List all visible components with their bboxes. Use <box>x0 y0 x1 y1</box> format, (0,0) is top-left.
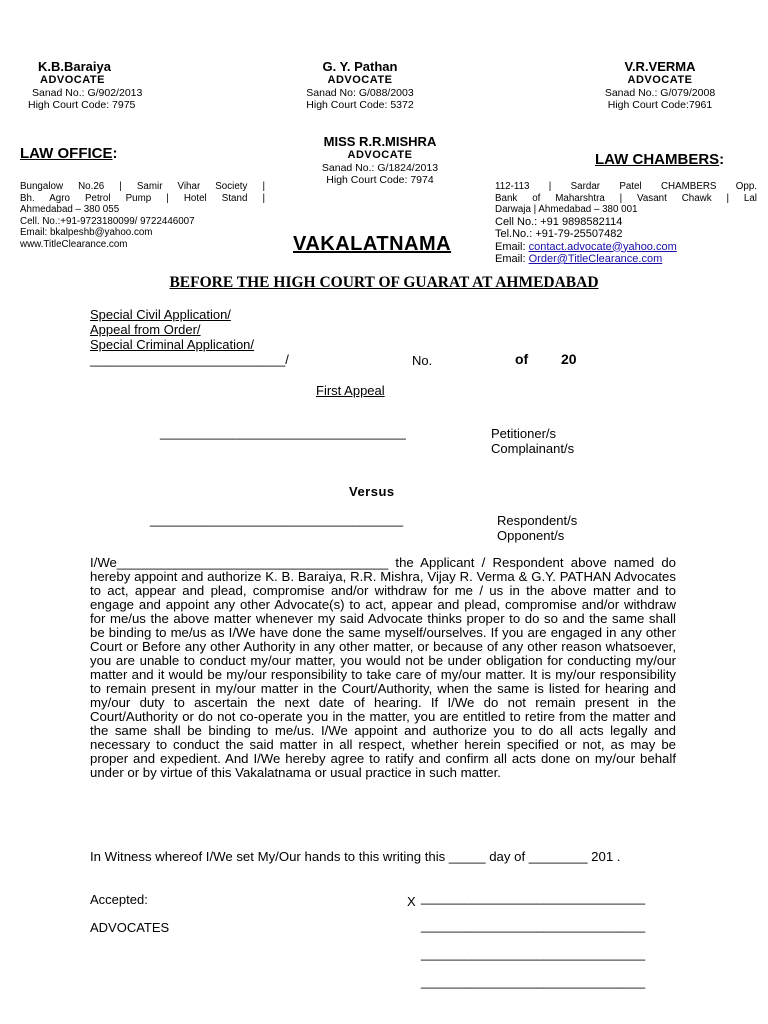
application-type: Special Criminal Application/ <box>90 337 255 352</box>
law-office-address <box>20 181 265 250</box>
address-line: Bank of Maharshtra | Vasant Chawk | Lal <box>495 192 757 204</box>
advocate-verma <box>580 60 740 111</box>
advocate-hc-code: High Court Code: 5372 <box>306 99 414 111</box>
advocate-signature-line[interactable]: _______________________________ <box>421 974 646 989</box>
case-no-label: No. <box>412 353 433 368</box>
law-chambers-address <box>495 181 757 266</box>
address-line: Bungalow No.26 | Samir Vihar Society | <box>20 181 265 192</box>
document-title: VAKALATNAMA <box>293 233 452 255</box>
cell-line: Cell No.: +91 9898582114 <box>495 215 623 228</box>
address-line: Ahmedabad – 380 055 <box>20 204 120 215</box>
application-type: Appeal from Order/ <box>90 322 201 337</box>
email-line: Email: bkalpeshb@yahoo.com <box>20 227 153 238</box>
address-line: 112-113 | Sardar Patel CHAMBERS Opp. <box>495 181 757 192</box>
first-appeal-label: First Appeal <box>316 383 385 398</box>
year-prefix: 20 <box>561 351 577 367</box>
advocate-sanad: Sanad No: G/088/2003 <box>306 87 414 99</box>
advocate-name: K.B.Baraiya <box>38 59 111 74</box>
respondent-label: Respondent/s Opponent/s <box>497 513 578 543</box>
email-line-1: Email: contact.advocate@yahoo.com <box>495 240 677 253</box>
advocate-title: ADVOCATE <box>347 149 413 161</box>
email-link-contact[interactable]: contact.advocate@yahoo.com <box>528 240 677 253</box>
advocate-mishra <box>295 135 465 186</box>
advocate-hc-code: High Court Code:7961 <box>607 99 713 111</box>
advocate-sanad: Sanad No.: G/1824/2013 <box>321 162 439 174</box>
client-signature-line[interactable]: _______________________________ <box>421 890 646 905</box>
advocate-name: MISS R.R.MISHRA <box>323 134 437 149</box>
address-line: Darwaja | Ahmedabad – 380 001 <box>495 204 638 215</box>
advocate-signature-line[interactable]: _______________________________ <box>421 918 646 933</box>
advocate-title: ADVOCATE <box>327 74 393 86</box>
advocate-title: ADVOCATE <box>40 74 105 86</box>
advocate-name: G. Y. Pathan <box>322 59 398 74</box>
advocate-pathan <box>280 60 440 111</box>
versus-label: Versus <box>349 484 395 499</box>
tel-line: Tel.No.: +91-79-25507482 <box>495 228 623 240</box>
court-title: BEFORE THE HIGH COURT OF GUARAT AT AHMEDABAD <box>169 274 599 291</box>
application-blank-line: ___________________________/ <box>90 352 289 367</box>
advocate-hc-code: High Court Code: 7975 <box>28 99 136 111</box>
advocate-name: V.R.VERMA <box>624 59 696 74</box>
advocate-title: ADVOCATE <box>627 74 693 86</box>
petitioner-name-line: __________________________________ <box>160 425 406 440</box>
witness-paragraph: In Witness whereof I/We set My/Our hands to this writing this _____ day of ________ 201 . <box>90 849 621 864</box>
email-line-2: Email: Order@TitleClearance.com <box>495 253 663 265</box>
advocate-signature-line[interactable]: _______________________________ <box>421 946 646 961</box>
application-types <box>90 307 289 367</box>
law-office-heading: LAW OFFICE: <box>20 145 118 162</box>
advocate-sanad: Sanad No.: G/079/2008 <box>604 87 716 99</box>
respondent-name-line: ___________________________________ <box>150 512 404 527</box>
of-label: of <box>515 351 529 367</box>
law-chambers-heading: LAW CHAMBERS: <box>595 151 725 168</box>
address-line: Bh. Agro Petrol Pump | Hotel Stand | <box>20 192 265 204</box>
authorization-paragraph: I/We_____________________________________ the Applicant / Respondent above named do hereby appoint and authorize K. B. Baraiya, R.R. Mishra, Vijay R. Verma & G.Y. PATHAN Advocates to act, appear and plead, compromise and/or withdraw for me / us in the above matter and to engage and appoint any other Advocate(s) to act, appear and plead, compromise and/or withdraw for me/us the above matter whenever my said Advocate thinks proper to do so and the same shall be binding to me/us as I/We have done the same myself/ourselves. If you are engaged in any other Court or Before any other Authority in any other matter, or because of any other reason whatsoever, you are unable to conduct my/our matter, you would not be under obligation for conducting my/our matter and it would be my/our responsibility to take care of my/our matter. It is my/our responsibility to remain present in my/our matter in the Court/Authority, when the same is listed for hearing and my/our duty to ascertain the next date of hearing. If I/We do not remain present in the Court/Authority or do not co-operate you in the matter, you are entitled to retire from the matter and the same shall be binding to me/us. I/We appoint and authorize you to do all acts legally and necessary to conduct the said matter in all respect, whether herein specified or not, as may be proper and expedient. And I/We hereby agree to ratify and confirm all acts done on my/our behalf under or by virtue of this Vakalatnama or usual practice in such matter. <box>90 555 676 780</box>
accepted-label: Accepted: <box>90 892 148 907</box>
petitioner-label: Petitioner/s Complainant/s <box>491 426 575 456</box>
advocate-hc-code: High Court Code: 7974 <box>326 174 434 186</box>
x-mark: X <box>407 894 416 909</box>
advocate-baraiya <box>18 60 168 111</box>
advocates-label: ADVOCATES <box>90 920 170 935</box>
website-line: www.TitleClearance.com <box>20 238 128 250</box>
advocate-sanad: Sanad No.: G/902/2013 <box>32 87 143 99</box>
email-link-order[interactable]: Order@TitleClearance.com <box>528 253 663 265</box>
phone-line: Cell. No.:+91-9723180099/ 9722446007 <box>20 215 195 227</box>
application-type: Special Civil Application/ <box>90 307 231 322</box>
